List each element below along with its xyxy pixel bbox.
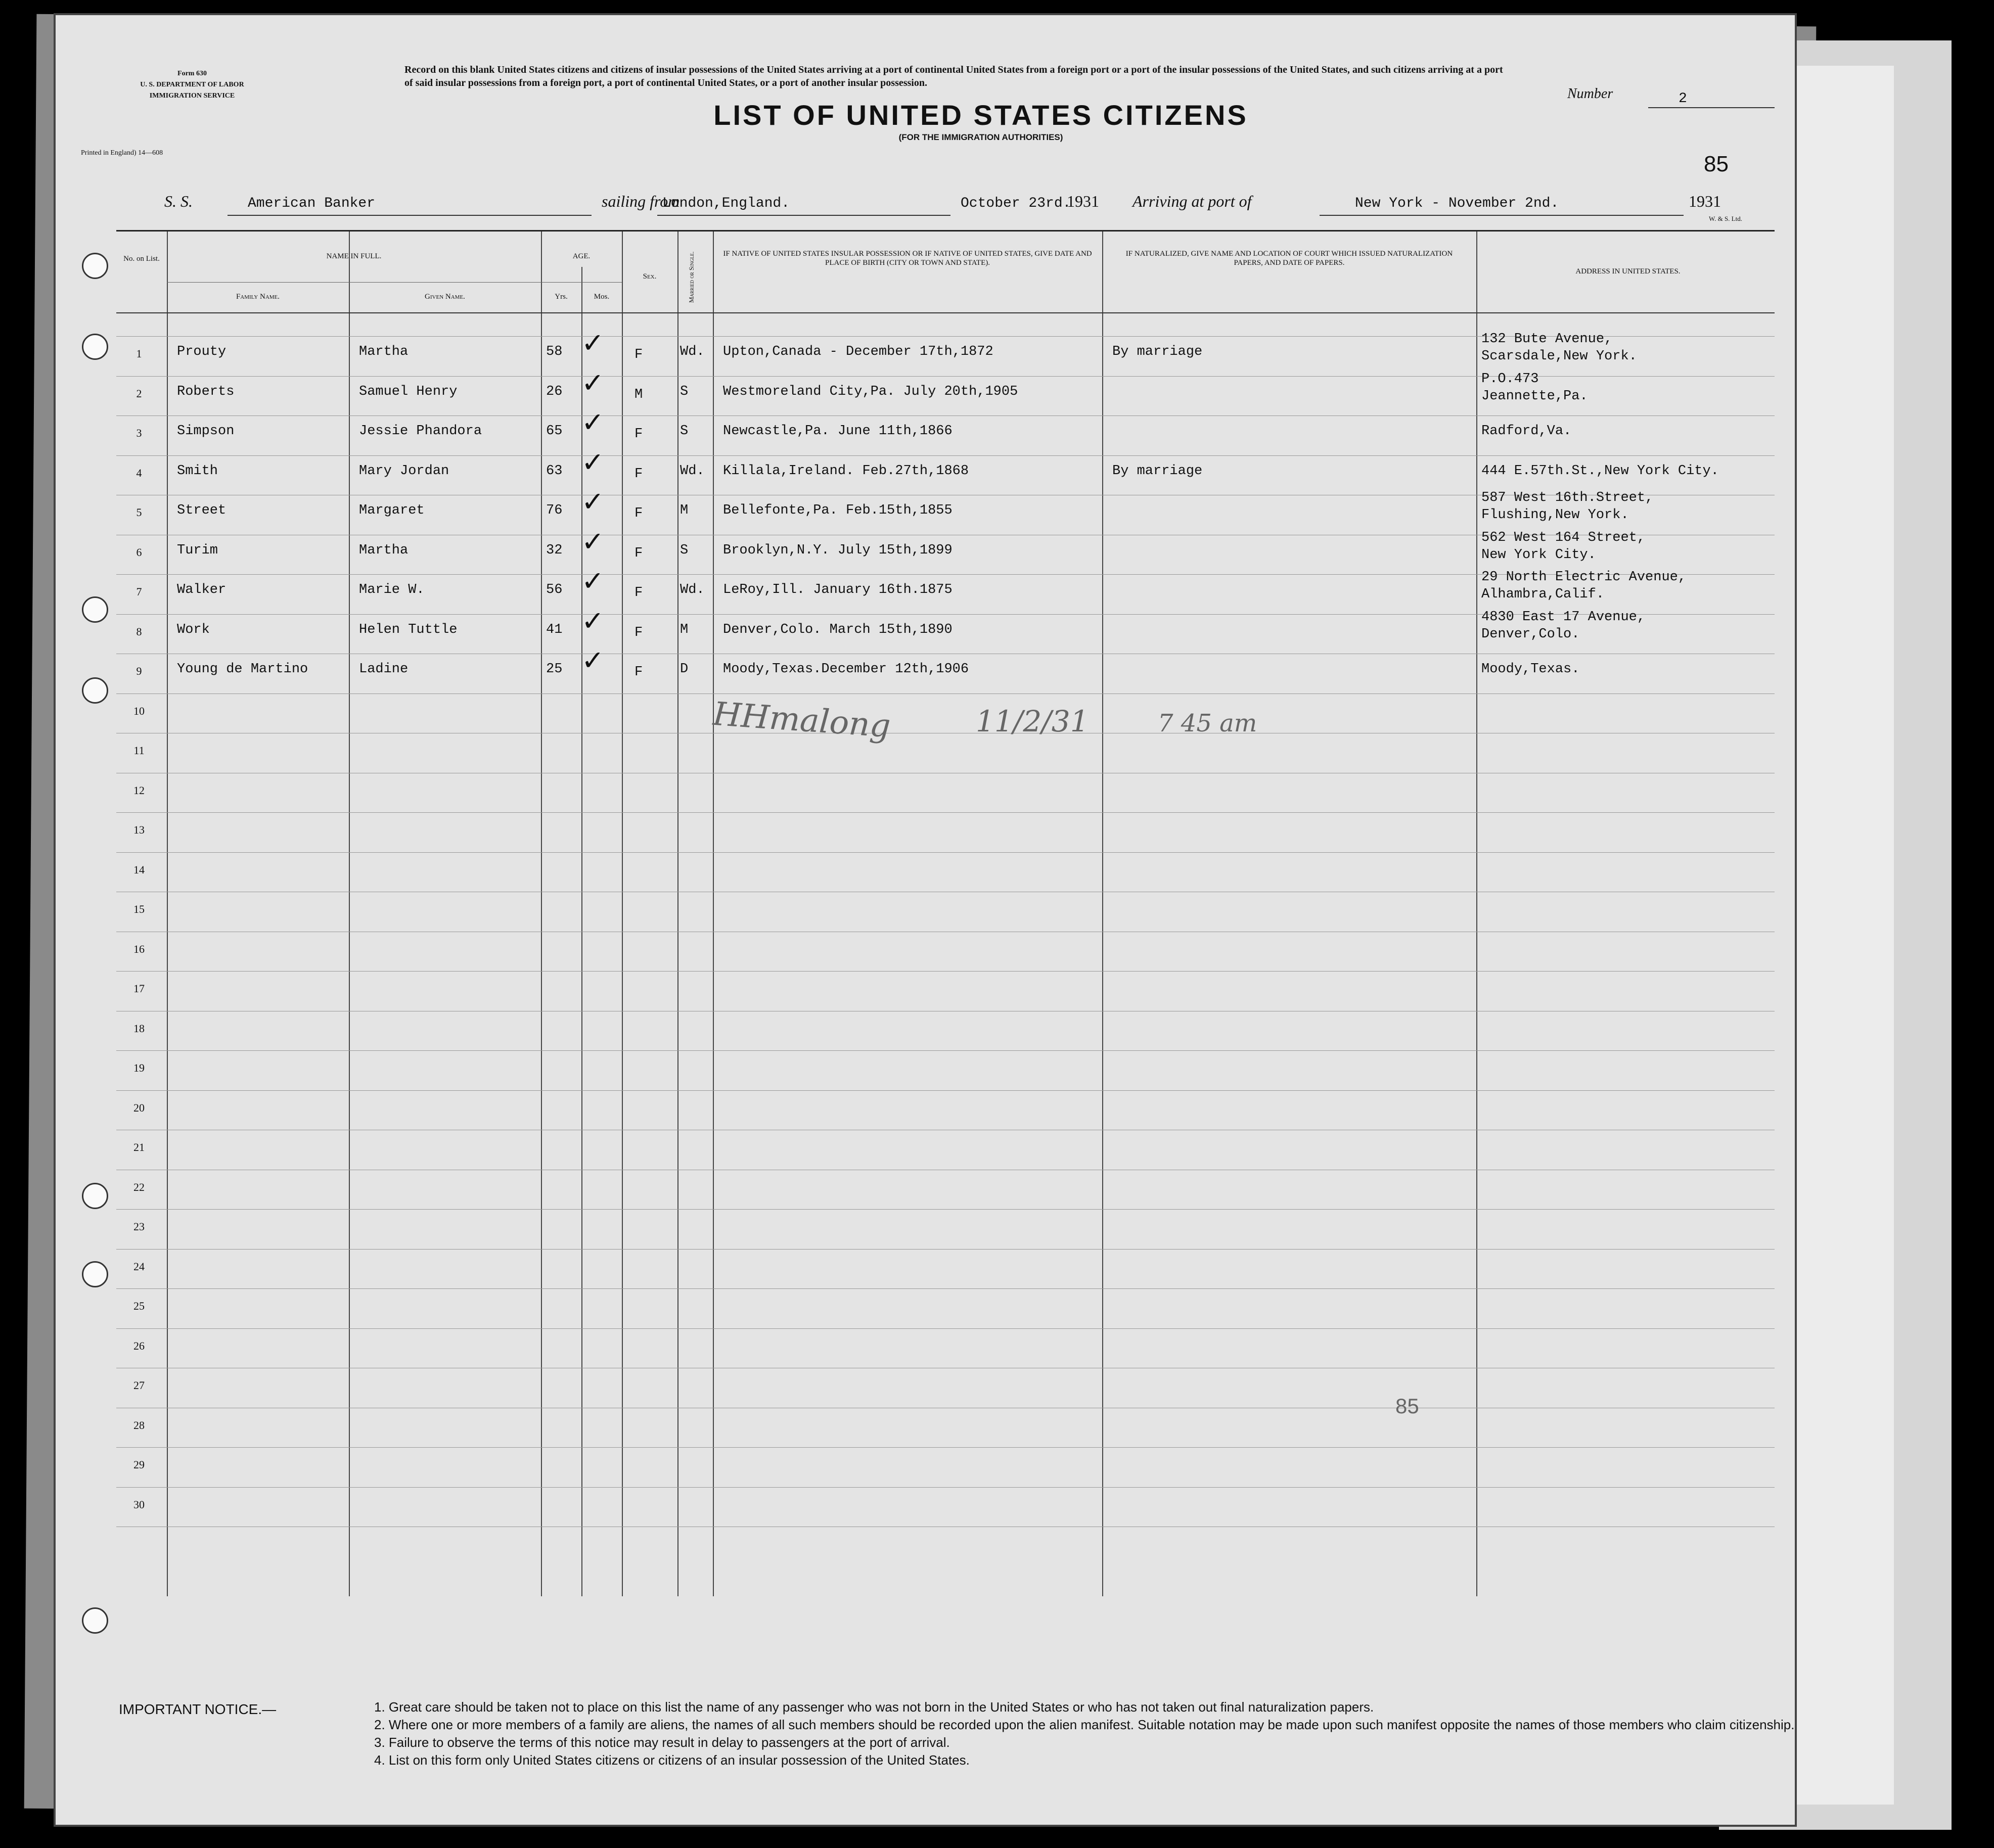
row-number: 29	[133, 1458, 145, 1471]
address-line-1: 587 West 16th.Street,	[1481, 490, 1654, 505]
given-name: Margaret	[359, 503, 425, 518]
row-number: 20	[133, 1101, 145, 1114]
sex: F	[635, 545, 643, 561]
address-line-1: 4830 East 17 Avenue,	[1481, 609, 1646, 625]
punch-hole-icon	[82, 253, 108, 279]
punch-hole-icon	[82, 1607, 108, 1634]
family-name: Prouty	[177, 344, 226, 359]
address-line-1: 562 West 164 Street,	[1481, 530, 1646, 545]
row-number: 18	[133, 1022, 145, 1035]
address-line-2: New York City.	[1481, 547, 1596, 563]
notice-item: 4. List on this form only United States citizens or citizens of an insular possession of the United States.	[374, 1752, 970, 1768]
row-number: 6	[136, 545, 142, 559]
row-number: 17	[133, 982, 145, 995]
birth-info: Newcastle,Pa. June 11th,1866	[723, 424, 953, 439]
arrival-underline	[1320, 215, 1684, 216]
form-number: Form 630	[177, 70, 207, 77]
checkmark-icon: ✓	[581, 486, 605, 518]
punch-hole-icon	[82, 1261, 108, 1287]
checkmark-icon: ✓	[581, 605, 605, 637]
given-name: Martha	[359, 542, 409, 558]
sailing-underline	[657, 215, 950, 216]
arrival-year: 1931	[1689, 192, 1721, 210]
col-married: Married or Single.	[688, 251, 695, 303]
stamp-number: 85	[1395, 1394, 1419, 1418]
row-line	[116, 971, 1775, 972]
manifest-page	[56, 15, 1795, 1825]
page-number: 85	[1704, 152, 1729, 176]
marital-status: D	[680, 662, 689, 677]
row-number: 11	[133, 744, 145, 757]
address-line-1: Moody,Texas.	[1481, 662, 1580, 677]
age-years: 56	[546, 582, 563, 597]
col-divider	[713, 232, 714, 1596]
age-years: 58	[546, 344, 563, 359]
marital-status: M	[680, 503, 689, 518]
row-number: 13	[133, 823, 145, 836]
back-sheet-edge	[1790, 66, 1894, 1805]
family-name: Walker	[177, 582, 226, 597]
col-address: ADDRESS IN UNITED STATES.	[1575, 267, 1681, 275]
checkmark-icon: ✓	[581, 366, 605, 399]
birth-info: LeRoy,Ill. January 16th.1875	[723, 582, 953, 597]
col-yrs: Yrs.	[555, 293, 568, 301]
department: U. S. DEPARTMENT OF LABOR	[140, 81, 244, 88]
age-years: 76	[546, 503, 563, 518]
sail-date: October 23rd.	[961, 196, 1071, 211]
row-line	[116, 852, 1775, 853]
col-divider	[622, 232, 623, 1596]
printed-note: Printed in England) 14—608	[81, 149, 163, 157]
marital-status: S	[680, 542, 689, 558]
printer-mark: W. & S. Ltd.	[1709, 215, 1742, 222]
address-line-2: Alhambra,Calif.	[1481, 587, 1605, 602]
page-subtitle: (FOR THE IMMIGRATION AUTHORITIES)	[898, 132, 1063, 142]
notice-item: 1. Great care should be taken not to place on this list the name of any passenger who was not born in the United States or who has not taken out final naturalization papers.	[374, 1699, 1374, 1715]
row-number: 24	[133, 1260, 145, 1273]
col-divider	[349, 232, 350, 1596]
sail-year: 1931	[1067, 192, 1099, 210]
col-birth: IF NATIVE OF UNITED STATES INSULAR POSSESSION OR IF NATIVE OF UNITED STATES, GIVE DATE AND PLACE OF BIRTH (CITY OR TOWN AND STATE).	[723, 250, 1092, 267]
arriving-label: Arriving at port of	[1132, 192, 1252, 210]
ship-underline	[228, 215, 592, 216]
sex: F	[635, 466, 643, 482]
col-sex: Sex.	[643, 272, 657, 281]
birth-info: Bellefonte,Pa. Feb.15th,1855	[723, 503, 953, 518]
punch-hole-icon	[82, 334, 108, 360]
handwritten-signature: HHmalong	[711, 695, 892, 746]
address-line-2: Flushing,New York.	[1481, 507, 1629, 523]
row-number: 1	[136, 347, 142, 360]
given-name: Samuel Henry	[359, 384, 458, 399]
row-number: 12	[133, 783, 145, 797]
header-subline	[167, 282, 622, 283]
sex: F	[635, 506, 643, 521]
age-years: 26	[546, 384, 563, 399]
row-number: 15	[133, 903, 145, 915]
row-number: 25	[133, 1300, 145, 1312]
col-family: Family Name.	[236, 293, 280, 301]
page-title: LIST OF UNITED STATES CITIZENS	[713, 99, 1248, 131]
address-line-1: 444 E.57th.St.,New York City.	[1481, 463, 1719, 479]
row-line	[116, 1328, 1775, 1329]
row-number: 26	[133, 1339, 145, 1352]
checkmark-icon: ✓	[581, 406, 605, 438]
service: IMMIGRATION SERVICE	[149, 92, 235, 100]
row-line	[116, 1487, 1775, 1488]
birth-info: Brooklyn,N.Y. July 15th,1899	[723, 542, 953, 558]
row-number: 8	[136, 625, 142, 638]
given-name: Mary Jordan	[359, 463, 449, 479]
given-name: Martha	[359, 344, 409, 359]
ss-label: S. S.	[164, 192, 193, 210]
family-name: Work	[177, 622, 210, 637]
birth-info: Killala,Ireland. Feb.27th,1868	[723, 463, 969, 479]
family-name: Young de Martino	[177, 662, 308, 677]
row-line	[116, 812, 1775, 813]
marital-status: Wd.	[680, 344, 705, 359]
row-number: 23	[133, 1220, 145, 1233]
family-name: Turim	[177, 542, 218, 558]
address-line-2: Denver,Colo.	[1481, 626, 1580, 642]
row-line	[116, 1050, 1775, 1051]
col-divider	[677, 232, 678, 1596]
address-line-1: 29 North Electric Avenue,	[1481, 570, 1687, 585]
age-years: 25	[546, 662, 563, 677]
sailing-from: London,England.	[662, 196, 790, 211]
address-line-1: Radford,Va.	[1481, 424, 1572, 439]
family-name: Smith	[177, 463, 218, 479]
row-number: 10	[133, 704, 145, 717]
row-number: 3	[136, 427, 142, 439]
punch-hole-icon	[82, 596, 108, 623]
col-divider	[167, 232, 168, 1596]
age-years: 63	[546, 463, 563, 479]
given-name: Marie W.	[359, 582, 425, 597]
marital-status: S	[680, 424, 689, 439]
given-name: Helen Tuttle	[359, 622, 458, 637]
col-divider	[1476, 232, 1477, 1596]
row-line	[116, 1090, 1775, 1091]
row-number: 2	[136, 387, 142, 400]
arrival: New York - November 2nd.	[1355, 196, 1559, 211]
row-number: 7	[136, 585, 142, 598]
row-line	[116, 1209, 1775, 1210]
col-age: AGE.	[572, 252, 591, 260]
row-line	[116, 415, 1775, 416]
marital-status: M	[680, 622, 689, 637]
sex: F	[635, 427, 643, 442]
punch-hole-icon	[82, 1183, 108, 1209]
checkmark-icon: ✓	[581, 446, 605, 478]
row-line	[116, 1249, 1775, 1250]
sex: F	[635, 347, 643, 362]
checkmark-icon: ✓	[581, 565, 605, 597]
row-number: 5	[136, 506, 142, 519]
address-line-1: P.O.473	[1481, 371, 1539, 387]
col-divider	[1102, 232, 1103, 1596]
given-name: Jessie Phandora	[359, 424, 482, 439]
birth-info: Denver,Colo. March 15th,1890	[723, 622, 953, 637]
number-label: Number	[1567, 86, 1613, 102]
age-years: 65	[546, 424, 563, 439]
number-value: 2	[1679, 91, 1687, 107]
birth-info: Westmoreland City,Pa. July 20th,1905	[723, 384, 1018, 399]
address-line-2: Scarsdale,New York.	[1481, 349, 1637, 364]
birth-info: Moody,Texas.December 12th,1906	[723, 662, 969, 677]
passenger-table	[116, 230, 1775, 1596]
col-no: No. on List.	[123, 255, 160, 263]
notice-items	[372, 1698, 1883, 1769]
age-years: 41	[546, 622, 563, 637]
row-number: 9	[136, 665, 142, 677]
row-number: 28	[133, 1418, 145, 1431]
given-name: Ladine	[359, 662, 409, 677]
sex: F	[635, 665, 643, 680]
ship-name: American Banker	[248, 196, 376, 211]
handwritten-date: 11/2/31	[976, 704, 1089, 738]
row-line	[116, 1447, 1775, 1448]
col-name-in-full: NAME IN FULL.	[326, 252, 382, 260]
family-name: Simpson	[177, 424, 235, 439]
number-underline	[1648, 107, 1775, 108]
checkmark-icon: ✓	[581, 327, 605, 359]
address-line-1: 132 Bute Avenue,	[1481, 332, 1613, 347]
age-years: 32	[546, 542, 563, 558]
punch-hole-icon	[82, 677, 108, 704]
col-given: Given Name.	[425, 293, 465, 301]
naturalization: By marriage	[1112, 344, 1203, 359]
marital-status: Wd.	[680, 463, 705, 479]
handwritten-time: 7 45 am	[1158, 709, 1257, 737]
record-instructions: Record on this blank United States citizens and citizens of insular possessions of the United States arriving at a port of continental United States from a foreign port or a port of the insular possessions of the United States, and such citizens arriving at a port of said insular possessions from a foreign port, a port of continental United States, or a port of another insular possession.	[404, 64, 1503, 88]
row-number: 14	[133, 863, 145, 876]
sailing-label: sailing from	[602, 192, 680, 210]
checkmark-icon: ✓	[581, 644, 605, 676]
row-number: 4	[136, 466, 142, 479]
naturalization: By marriage	[1112, 463, 1203, 479]
row-number: 21	[133, 1141, 145, 1153]
sex: F	[635, 625, 643, 640]
marital-status: Wd.	[680, 582, 705, 597]
checkmark-icon: ✓	[581, 525, 605, 558]
row-line	[116, 1288, 1775, 1289]
notice-item: 3. Failure to observe the terms of this notice may result in delay to passengers at the port of arrival.	[374, 1735, 950, 1750]
col-divider	[541, 232, 542, 1596]
row-number: 22	[133, 1180, 145, 1193]
birth-info: Upton,Canada - December 17th,1872	[723, 344, 993, 359]
row-number: 16	[133, 942, 145, 955]
form-info	[126, 68, 258, 102]
family-name: Roberts	[177, 384, 235, 399]
notice-item: 2. Where one or more members of a family are aliens, the names of all such members should be recorded upon the alien manifest. Suitable notation may be made upon such manifest opposite the names of those members who claim citizenship.	[374, 1717, 1795, 1732]
row-number: 27	[133, 1379, 145, 1392]
row-number: 19	[133, 1061, 145, 1074]
address-line-2: Jeannette,Pa.	[1481, 388, 1588, 404]
sex: F	[635, 585, 643, 600]
sex: M	[635, 387, 643, 402]
header-bottom-line	[116, 312, 1775, 313]
family-name: Street	[177, 503, 226, 518]
col-mos: Mos.	[594, 293, 610, 301]
row-line	[116, 455, 1775, 456]
row-number: 30	[133, 1498, 145, 1511]
notice-heading: IMPORTANT NOTICE.—	[119, 1701, 277, 1717]
marital-status: S	[680, 384, 689, 399]
col-naturalized: IF NATURALIZED, GIVE NAME AND LOCATION OF COURT WHICH ISSUED NATURALIZATION PAPERS, AND DATE OF PAPERS.	[1125, 250, 1453, 267]
